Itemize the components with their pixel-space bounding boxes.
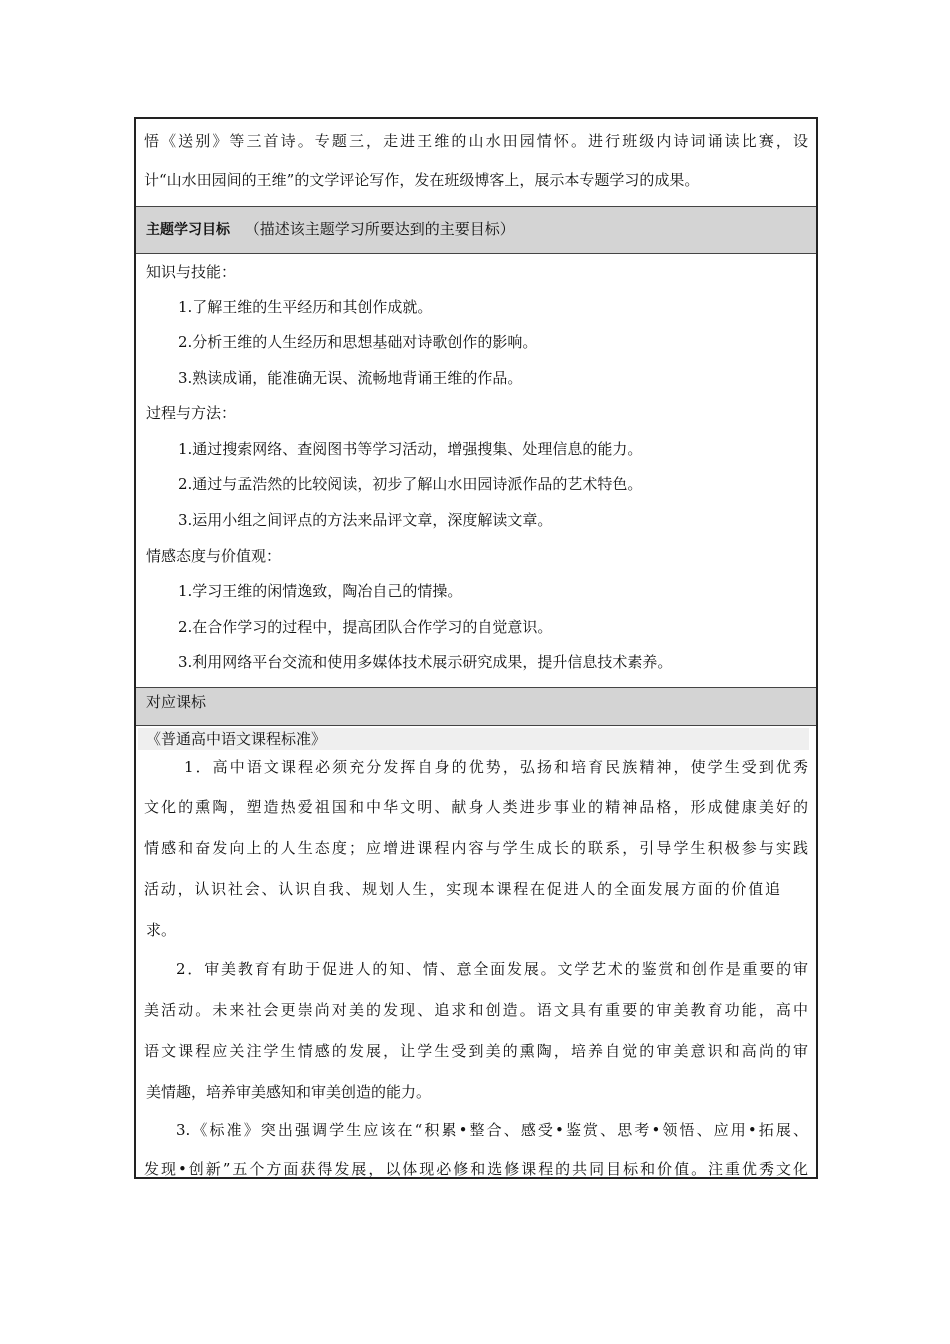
standards-p2-line: 美情趣，培养审美感知和审美创造的能力。 [146,1083,432,1101]
standards-p1-line: 求。 [146,921,177,939]
goals-header-title: 主题学习目标 [146,222,230,238]
emotion-heading: 情感态度与价值观： [146,547,282,565]
emotion-item: 3.利用网络平台交流和使用多媒体技术展示研究成果，提升信息技术素养。 [178,653,673,671]
standards-p1-line: 文化的熏陶，塑造热爱祖国和中华文明、献身人类进步事业的精神品格，形成健康美好的 [144,798,808,816]
knowledge-item: 3.熟读成诵，能准确无误、流畅地背诵王维的作品。 [178,369,523,387]
process-item: 1.通过搜索网络、查阅图书等学习活动，增强搜集、处理信息的能力。 [178,440,643,458]
lesson-plan-table [134,117,818,1179]
standards-p1-line: 情感和奋发向上的人生态度；应增进课程内容与学生成长的联系，引导学生积极参与实践 [144,839,808,857]
emotion-item: 2.在合作学习的过程中，提高团队合作学习的自觉意识。 [178,618,553,636]
intro-line-1: 悟《送别》等三首诗。专题三，走进王维的山水田园情怀。进行班级内诗词诵读比赛，设 [144,132,808,150]
process-item: 3.运用小组之间评点的方法来品评文章，深度解读文章。 [178,511,553,529]
standards-doc-title: 《普通高中语文课程标准》 [146,730,327,748]
standards-p3-line: 发现•创新”五个方面获得发展，以体现必修和选修课程的共同目标和价值。注重优秀文化 [144,1160,808,1178]
knowledge-item: 2.分析王维的人生经历和思想基础对诗歌创作的影响。 [178,333,538,351]
goals-header [146,219,515,240]
intro-line-2: 计“山水田园间的王维”的文学评论写作，发在班级博客上，展示本专题学习的成果。 [144,171,700,189]
standards-p2-line: 美活动。未来社会更崇尚对美的发现、追求和创造。语文具有重要的审美教育功能，高中 [144,1001,808,1019]
knowledge-item: 1.了解王维的生平经历和其创作成就。 [178,298,433,316]
standards-p1-line: 活动，认识社会、认识自我、规划人生，实现本课程在促进人的全面发展方面的价值追 [144,880,780,898]
knowledge-heading: 知识与技能： [146,263,237,281]
goals-header-note: （描述该主题学习所要达到的主要目标） [244,220,515,238]
goals-header-row [136,206,816,254]
process-item: 2.通过与孟浩然的比较阅读，初步了解山水田园诗派作品的艺术特色。 [178,475,643,493]
standards-p1-line: 1．高中语文课程必须充分发挥自身的优势，弘扬和培育民族精神，使学生受到优秀 [184,758,808,776]
standards-header-row [136,687,816,726]
process-heading: 过程与方法： [146,404,237,422]
emotion-item: 1.学习王维的闲情逸致，陶冶自己的情操。 [178,582,463,600]
standards-p3-line: 3.《标准》突出强调学生应该在“积累•整合、感受•鉴赏、思考•领悟、应用•拓展、 [176,1121,808,1139]
standards-p2-line: 语文课程应关注学生情感的发展，让学生受到美的熏陶，培养自觉的审美意识和高尚的审 [144,1042,808,1060]
standards-p2-line: 2．审美教育有助于促进人的知、情、意全面发展。文学艺术的鉴赏和创作是重要的审 [176,960,808,978]
standards-header-title: 对应课标 [146,693,207,711]
